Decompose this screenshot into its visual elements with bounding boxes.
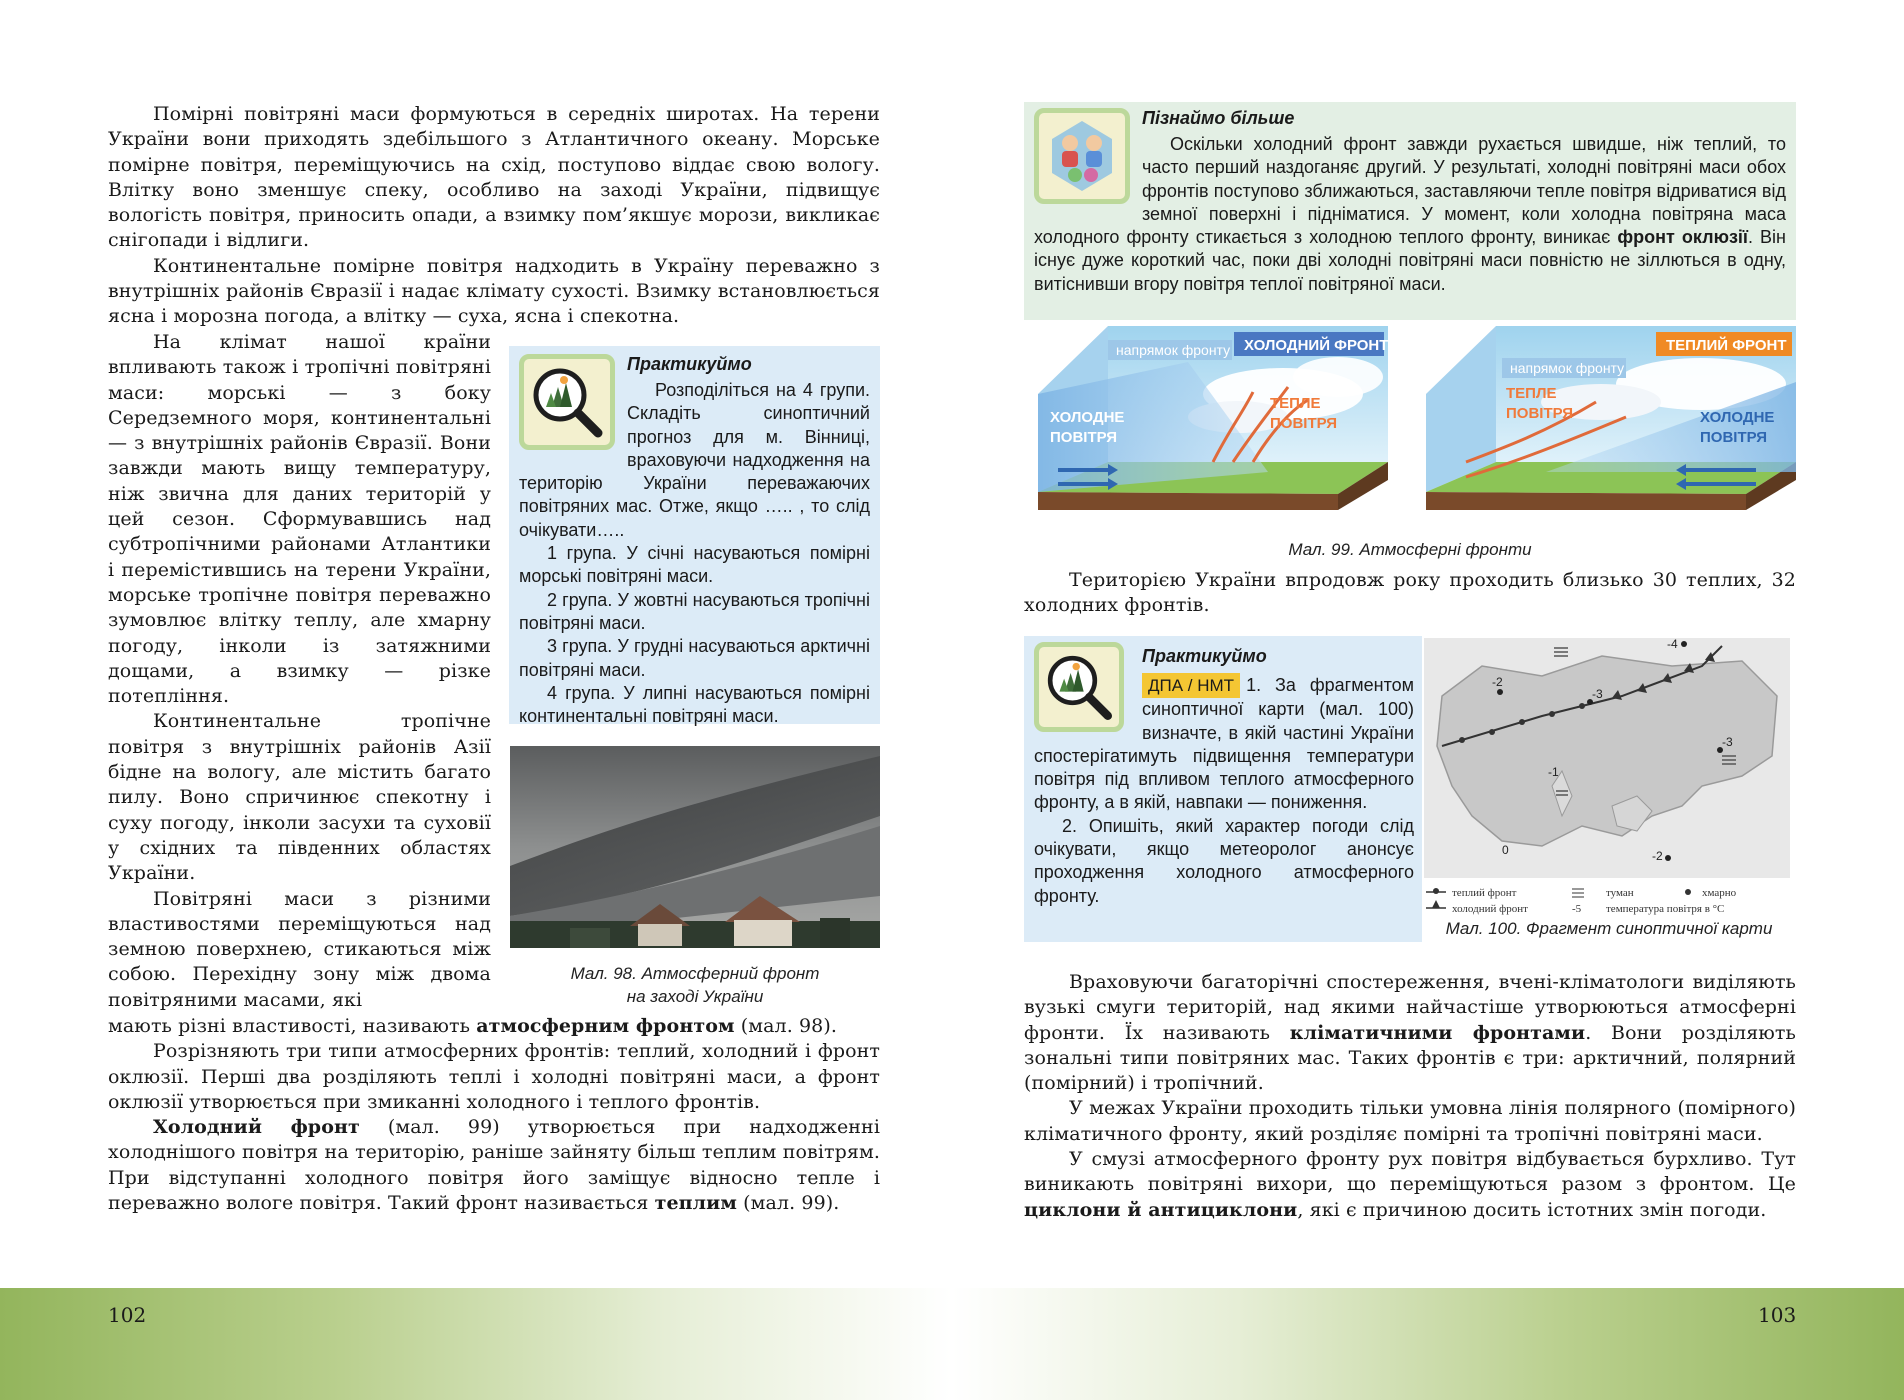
cold-air-label: ХОЛОДНЕ [1050,409,1125,426]
cold-air-label: ПОВІТРЯ [1700,429,1768,446]
text-span: (мал. 99). [736,1192,840,1215]
paragraph-continental-tropical: Континентальне тропічне повітря з внутрішніх районів Азії бідне на вологу, але містить багато пилу. Воно спричинює спекотну і суху погоду, інколи засухи та суховії у східних та південних областях України. [108,710,491,885]
intro-text [108,102,880,330]
practice-group: 3 група. У грудні насуваються арктичні повітряні маси. [519,636,870,680]
right-page [952,0,1904,1400]
legend-cold-front: холодний фронт [1452,903,1528,915]
map-temp: -2 [1652,849,1663,863]
synoptic-map [1422,636,1796,942]
paragraph-climatic-fronts [1024,970,1796,1096]
practice-intro: Розподіліться на 4 групи. Складіть синоптичний прогноз для м. Вінниці, враховуючи надходження на територію України переважаючих повітряних мас. Отже, якщо ….. , то слід очікувати….. [519,380,870,540]
map-temp: -1 [1548,765,1559,779]
fronts-count-text [1024,568,1796,619]
legend-cloudy: хмарно [1702,887,1737,899]
term-cyclones: циклони й антициклони [1024,1198,1298,1221]
figure-caption-line: Мал. 98. Атмосферний фронт [570,964,820,983]
legend-temp-label: температура повітря в °С [1606,903,1725,915]
term-warm: теплим [654,1192,737,1215]
term-climatic-fronts: кліматичними фронтами [1289,1021,1586,1044]
narrow-text [108,330,491,1013]
learn-more-box [1024,102,1796,320]
text-span: У смузі атмосферного фронту рух повітря відбувається бурхливо. Тут виникають повітряні вихори, що переміщуються разом з фронтом. Це [1024,1148,1796,1196]
term-occlusion-front: фронт оклюзії [1617,227,1748,248]
figure-caption-line: на заході України [626,987,764,1006]
paragraph-front-types: Розрізняють три типи атмосферних фронтів: теплий, холодний і фронт оклюзії. Перші два розділяють теплі і холодні повітряні маси, а фронт оклюзії утворюється при змиканні холодного і теплого фронтів. [108,1040,880,1113]
warm-air-label: ТЕПЛЕ [1506,385,1557,402]
text-span: 1. За фрагментом синоптичної карти (мал. 100) визначте, в якій частині України спостерігатимуть підвищення температури повітря під впливом теплого атмосферного фронту, а в якій, навпаки — пониження. [1034,675,1414,813]
paragraph-temperate-continental: Континентальне помірне повітря надходить в Україну переважно з внутрішніх районів Євразії і надає клімату сухості. Взимку встановлюється ясна і морозна погода, а влітку — суха, ясна і спекотна. [108,254,880,328]
paragraph-front-lead: Повітряні маси з різними властивостями переміщуються над земною поверхнею, стикаються між собою. Перехідну зону між двома повітряними масами, які [108,887,491,1011]
map-temp: -3 [1722,735,1733,749]
magnifier-icon [519,354,615,450]
paragraph-cold-front [108,1115,880,1216]
figure-100-caption: Мал. 100. Фрагмент синоптичної карти [1445,919,1773,938]
legend-fog: туман [1606,887,1634,899]
storm-front-photo [510,746,880,948]
learn-more-text [1034,133,1786,296]
direction-label: напрямок фронту [1116,342,1231,358]
paragraph-tropical: На клімат нашої країни впливають також і тропічні повітряні маси: морські — з боку Середземного моря, континентальні — з внутрішніх районів Євразії. Вони завжди мають вищу температуру, ніж звична для даних територій у цей сезон. Сформувавшись над субтропічними районами Атлантики і перемістившись на терени України, морське тропічне повітря переважно зумовлює влітку теплу, але хмарну погоду, інколи із затяжними дощами, а взимку — різке потепління. [108,331,491,708]
cold-air-label: ХОЛОДНЕ [1700,409,1775,426]
legend-temp-sample: -5 [1572,903,1582,915]
cold-front-diagram [1038,322,1392,510]
practice-group: 1 група. У січні насуваються помірні морські повітряні маси. [519,543,870,587]
map-temp: -2 [1492,675,1503,689]
page-number-left: 102 [108,1303,147,1327]
practice-task-2: 2. Опишіть, який характер погоди слід очікувати, якщо метеоролог анонсує проходження холодного атмосферного фронту. [1034,815,1414,906]
text-span: . Він існує дуже короткий час, поки дві холодні повітряні маси повністю не зіллються в одну, витіснивши вгору повітря теплої повітряної маси. [1034,227,1786,294]
practice-right-text [1034,642,1414,908]
community-icon [1034,108,1130,204]
paragraph-temperate-maritime: Помірні повітряні маси формуються в середніх широтах. На терени України вони приходять здебільшого з Атлантичного океану. Морське помірне повітря, переміщуючись на схід, поступово віддає свою вологу. Влітку воно зменшує спеку, особливо на заході України, підвищує вологість повітря, приносить опади, а взимку пом’якшує морози, викликає снігопади і відлиги. [108,103,880,252]
map-temp: 0 [1502,843,1509,857]
text-span: (мал. 98). [734,1015,838,1037]
paragraph-front-tail [108,1014,880,1039]
practice-group: 4 група. У липні насуваються помірні континентальні повітряні маси. [519,682,870,727]
figure-98-caption [510,962,880,1008]
paragraph-polar-front: У межах України проходить тільки умовна лінія полярного (помірного) кліматичного фронту, який розділяє помірні та тропічні повітряні маси. [1024,1097,1796,1145]
lower-text [108,1014,880,1216]
map-temp: -4 [1667,637,1678,651]
figure-99-caption: Мал. 99. Атмосферні фронти [1288,540,1532,559]
warm-front-diagram [1426,322,1796,510]
text-span: Оскільки холодний фронт завжди рухається швидше, ніж теплий, то часто перший наздоганяє другий. У результаті, холодні повітряні маси обох фронтів поступово зближаються, заставляючи тепле повітря відриватися від земної поверхні і підніматися. У момент, коли холодна повітряна маса холодного фронту стикається з холодною теплого фронту, виникає [1034,134,1786,248]
text-span: (мал. 99) утворюється при надходженні холоднішого повітря на територію, раніше зайняту більш теплим повітрям. При відступанні холодного повітря його заміщує відносно тепле і переважно вологе повітря. Такий фронт називається [108,1116,881,1215]
practice-title: Практикуймо [1142,646,1267,666]
paragraph-fronts-count: Територією України впродовж року проходить близько 30 теплих, 32 холодних фронтів. [1024,569,1796,617]
warm-air-label: ТЕПЛЕ [1270,395,1321,412]
paragraph-cyclones [1024,1147,1796,1223]
map-legend [1426,887,1737,915]
right-lower-text [1024,970,1796,1223]
text-span: Враховуючи багаторічні спостереження, вчені-кліматологи виділяють вузькі смуги територій, над якими найчастіше утворюються атмосферні фронти. Їх називають [1024,971,1796,1044]
cold-front-tag: ХОЛОДНИЙ ФРОНТ [1244,337,1389,354]
text-span: , які є причиною досить істотних змін погоди. [1297,1198,1767,1221]
legend-warm-front: теплий фронт [1452,887,1517,899]
warm-air-label: ПОВІТРЯ [1270,415,1338,432]
learn-more-title: Пізнаймо більше [1142,108,1295,128]
practice-title: Практикуймо [627,354,752,374]
term-cold-front: Холодний фронт [153,1116,360,1139]
term-atmospheric-front: атмосферним фронтом [476,1015,735,1037]
text-span: . Вони розділяють зональні типи повітряних мас. Таких фронтів є три: арктичний, полярний (помірний) і тропічний. [1024,1021,1796,1095]
cold-air-label: ПОВІТРЯ [1050,429,1118,446]
practice-box-right [1024,636,1796,942]
warm-front-tag: ТЕПЛИЙ ФРОНТ [1666,337,1787,354]
warm-air-label: ПОВІТРЯ [1506,405,1574,422]
magnifier-icon [1034,642,1130,738]
direction-label: напрямок фронту [1510,360,1625,376]
synoptic-map-figure [1422,636,1796,942]
practice-group: 2 група. У жовтні насуваються тропічні повітряні маси. [519,589,870,633]
practice-box-left [509,346,880,727]
exam-badge: ДПА / НМТ [1142,673,1240,698]
text-span: мають різні властивості, називають [108,1015,471,1037]
page-number-right: 103 [1758,1303,1797,1327]
map-temp: -3 [1592,687,1603,701]
